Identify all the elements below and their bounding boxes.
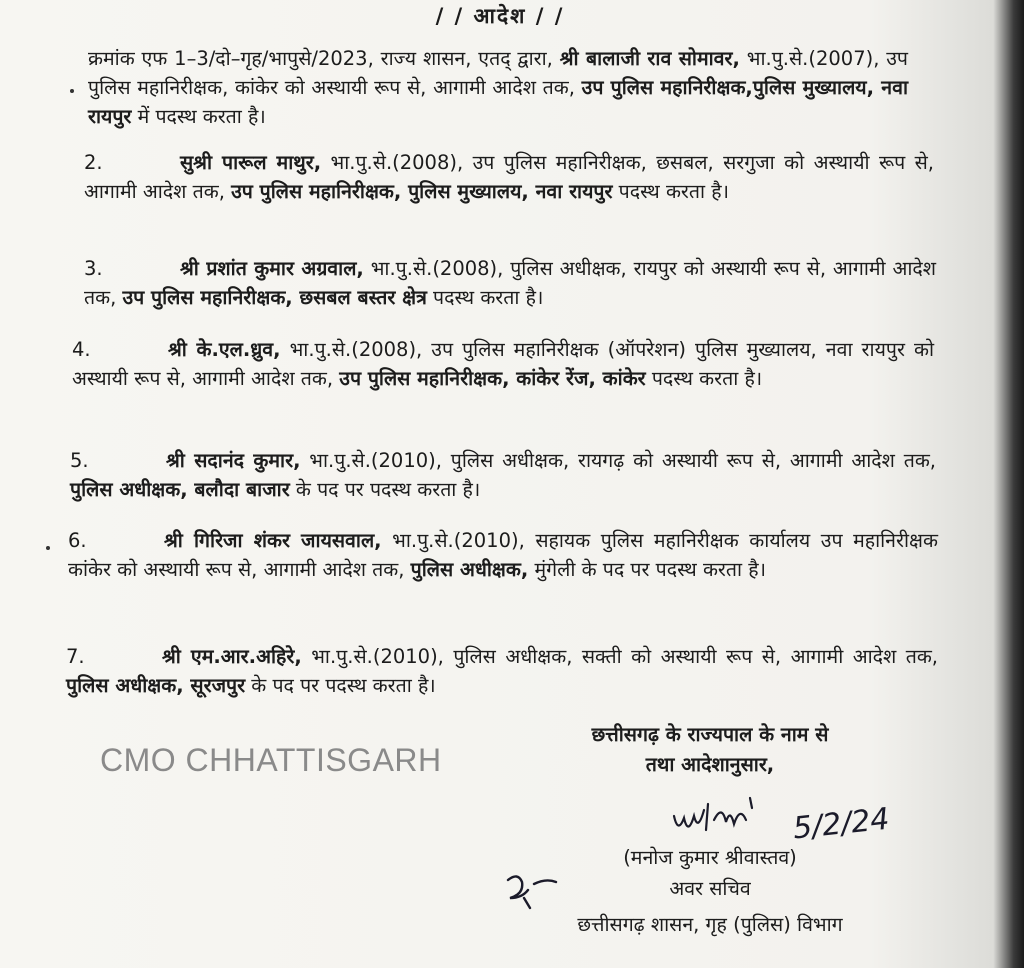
order-paragraph-5 [70,446,936,504]
paragraph-number: 2. [84,151,103,174]
order-paragraph-6 [68,526,938,584]
paragraph-number: 4. [72,338,91,361]
paragraph-end: पदस्थ करता है। [612,180,730,203]
paragraph-body: भा.पु.से.(2010), पुलिस अधीक्षक, रायगढ़ को अस्थायी रूप से, आगामी आदेश तक, [300,449,936,472]
order-paragraph-1 [88,44,908,131]
paragraph-end: के पद पर पदस्थ करता है। [289,478,481,501]
paragraph-number: 3. [84,257,103,280]
order-paragraph-2 [84,148,934,206]
signatory-designation: अवर सचिव [669,877,751,900]
paragraph-body: भा.पु.से.(2007), उप पुलिस महानिरीक्षक, कांकेर को अस्थायी रूप से, आगामी आदेश तक, [88,47,909,99]
paragraph-body: भा.पु.से.(2008), उप पुलिस महानिरीक्षक, छसबल, सरगुजा को अस्थायी रूप से, आगामी आदेश तक, [84,151,934,203]
order-heading: / / आदेश / / [435,4,565,28]
order-paragraph-7 [66,642,938,700]
officer-name: श्री के.एल.ध्रुव, [168,338,281,361]
order-paragraph-3 [84,254,936,312]
officer-name: श्री सदानंद कुमार, [166,449,301,472]
authority-line-2: तथा आदेशानुसार, [645,753,775,776]
paragraph-body: भा.पु.से.(2010), पुलिस अधीक्षक, सक्ती को अस्थायी रूप से, आगामी आदेश तक, [301,645,938,668]
margin-mark [46,546,50,550]
posting: पुलिस अधीक्षक, सूरजपुर [66,674,246,697]
posting: उप पुलिस महानिरीक्षक, छसबल बस्तर क्षेत्र [122,286,427,309]
paragraph-end: मुंगेली के पद पर पदस्थ करता है। [528,558,767,581]
paragraph-end: में पदस्थ करता है। [131,105,266,128]
paragraph-prefix: क्रमांक एफ 1–3/दो–गृह/भापुसे/2023, राज्य शासन, एतद् द्वारा, [88,47,560,70]
watermark-text: CMO CHHATTISGARH [100,742,442,778]
posting: पुलिस अधीक्षक, बलौदा बाजार [70,478,290,501]
order-paragraph-4 [72,335,934,393]
signature-date: 5/2/24 [791,801,892,847]
signatory-department: छत्तीसगढ़ शासन, गृह (पुलिस) विभाग [577,913,843,936]
paragraph-end: पदस्थ करता है। [426,286,544,309]
paragraph-number: 5. [70,449,89,472]
posting: उप पुलिस महानिरीक्षक, पुलिस मुख्यालय, नवा रायपुर [231,180,613,203]
paragraph-number: 7. [66,645,85,668]
paragraph-body: भा.पु.से.(2008), उप पुलिस महानिरीक्षक (ऑपरेशन) पुलिस मुख्यालय, नवा रायपुर को अस्थायी रूप से, आगामी आदेश तक, [72,338,935,390]
paragraph-end: पदस्थ करता है। [645,367,763,390]
posting: उप पुलिस महानिरीक्षक,पुलिस मुख्यालय, नवा रायपुर [88,76,908,128]
officer-name: श्री प्रशांत कुमार अग्रवाल, [180,257,364,280]
authority-line-1: छत्तीसगढ़ के राज्यपाल के नाम से [591,723,829,746]
paragraph-end: के पद पर पदस्थ करता है। [245,674,436,697]
officer-name: सुश्री पारूल माथुर, [180,151,322,174]
paragraph-body: भा.पु.से.(2008), पुलिस अधीक्षक, रायपुर को अस्थायी रूप से, आगामी आदेश तक, [84,257,937,309]
posting: पुलिस अधीक्षक, [410,558,529,581]
posting: उप पुलिस महानिरीक्षक, कांकेर रेंज, कांकेर [339,367,646,390]
officer-name: श्री बालाजी राव सोमावर, [559,47,740,70]
officer-name: श्री गिरिजा शंकर जायसवाल, [164,529,382,552]
paragraph-number: 6. [68,529,87,552]
signatory-name: (मनोज कुमार श्रीवास्तव) [623,846,797,869]
margin-mark [70,89,74,93]
paragraph-body: भा.पु.से.(2010), सहायक पुलिस महानिरीक्षक कार्यालय उप महानिरीक्षक कांकेर को अस्थायी रूप से, आगामी आदेश तक, [68,529,938,581]
officer-name: श्री एम.आर.अहिरे, [162,645,302,668]
